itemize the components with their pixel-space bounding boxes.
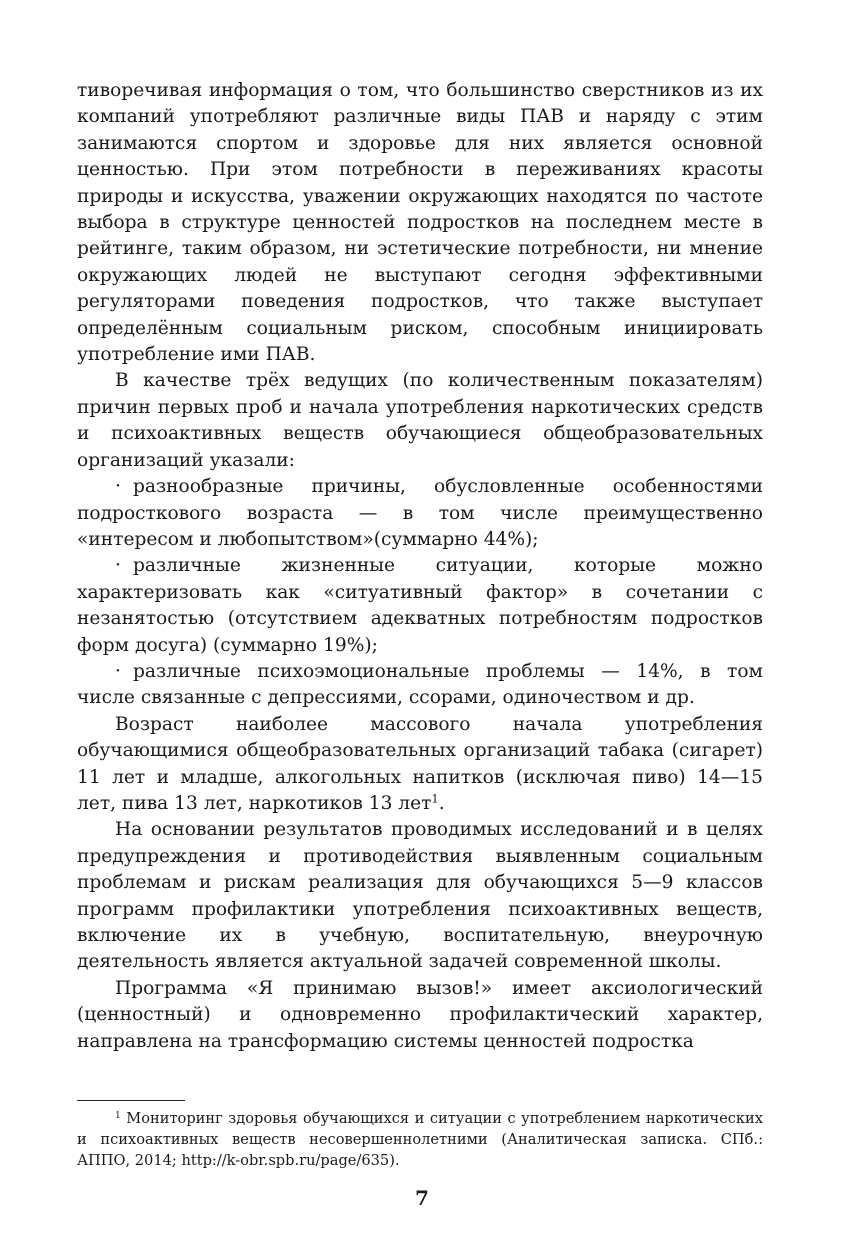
bullet-icon: ·	[115, 555, 121, 577]
list-item-text: разнообразные причины, обусловленные особенностями подросткового возраста — в том числе преимущественно «интересом и любопытством»(суммарно 44%);	[77, 476, 763, 550]
page-number: 7	[415, 1186, 429, 1210]
footnote-text: Мониторинг здоровья обучающихся и ситуации с употреблением наркотических и психоактивных веществ несовершеннолетними (Аналитическая записка. СПб.: АППО, 2014; http://k-obr.spb.ru/page/635).	[77, 1110, 763, 1169]
page-body	[77, 78, 763, 1055]
paragraph-program: Программа «Я принимаю вызов!» имеет аксиологический (ценностный) и одновременно профилактический характер, направлена на трансформацию системы ценностей подростка	[77, 977, 763, 1052]
footnote-divider	[77, 1100, 185, 1101]
footnote	[77, 1108, 763, 1171]
paragraph-age-text: Возраст наиболее массового начала употребления обучающимися общеобразовательных организаций табака (сигарет) 11 лет и младше, алкогольных напитков (исключая пиво) 14—15 лет, пива 13 лет, наркотиков 13 лет	[77, 713, 763, 814]
list-item	[77, 659, 763, 712]
list-item	[77, 553, 763, 659]
paragraph-reasons-intro: В качестве трёх ведущих (по количественным показателям) причин первых проб и начала употребления наркотических средств и психоактивных веществ обучающиеся общеобразовательных организаций указали:	[77, 370, 763, 471]
bullet-icon: ·	[115, 476, 121, 498]
footnote-reference[interactable]: 1	[431, 791, 439, 806]
paragraph-prevention: На основании результатов проводимых исследований и в целях предупреждения и противодействия выявленным социальным проблемам и рискам реализация для обучающихся 5—9 классов программ профилактики употребления психоактивных веществ, включение их в учебную, воспитательную, внеурочную деятельность является актуальной задачей современной школы.	[77, 819, 763, 973]
paragraph-age	[77, 712, 763, 818]
list-item-text: различные психоэмоциональные проблемы — 14%, в том числе связанные с депрессиями, ссорами, одиночеством и др.	[77, 660, 763, 709]
paragraph-age-end: .	[438, 792, 445, 814]
paragraph-continuation: тиворечивая информация о том, что большинство сверстников из их компаний употребляют различные виды ПАВ и наряду с этим занимаются спортом и здоровье для них является основной ценностью. При этом потребности в переживаниях красоты природы и искусства, уважении окружающих находятся по частоте выбора в структуре ценностей подростков на последнем месте в рейтинге, таким образом, ни эстетические потребности, ни мнение окружающих людей не выступают сегодня эффективными регуляторами поведения подростков, что также выступает определённым социальным риском, способным инициировать употребление ими ПАВ.	[77, 80, 763, 366]
footnote-number: 1	[115, 1111, 121, 1122]
list-item-text: различные жизненные ситуации, которые можно характеризовать как «ситуативный фактор» в сочетании с незанятостью (отсутствием адекватных потребностям подростков форм досуга) (суммарно 19%);	[77, 555, 763, 656]
list-item	[77, 474, 763, 553]
bullet-icon: ·	[115, 660, 121, 682]
